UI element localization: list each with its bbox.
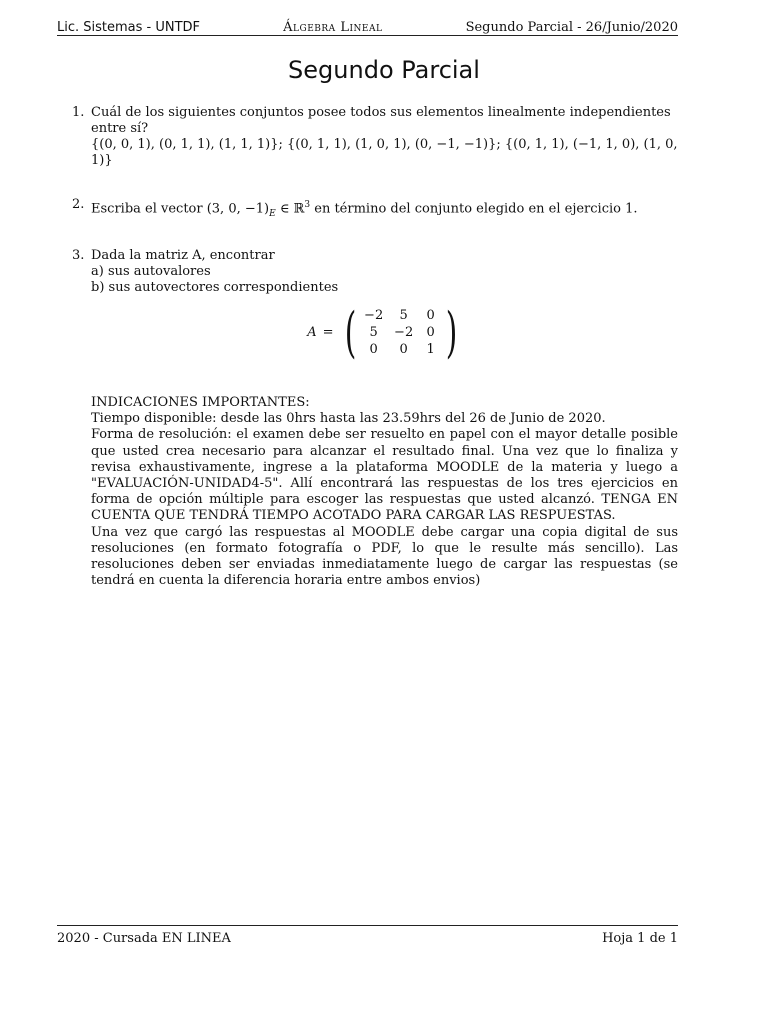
right-paren: ) <box>445 300 457 364</box>
basis-subscript: E <box>269 208 276 219</box>
footer-rule <box>57 925 678 926</box>
instructions-procedure: Forma de resolución: el examen debe ser resuelto en papel con el mayor detalle posible que usted crea necesario para alcanzar el resultado final. Una vez que lo finaliza y revisa exhaustivamente, ingrese a la plataforma MOODLE de la materia y luego a "EVALUACIÓN-UNIDAD4-5". Allí encontrará las respuestas de los tres ejercicios en forma de opción múltiple para escoger las respuestas que usted alcanzó. TENGA EN CUENTA QUE TENDRÁ TIEMPO ACOTADO PARA CARGAR LAS RESPUESTAS. <box>91 427 678 524</box>
matrix-equation <box>91 300 678 364</box>
question-text: Dada la matriz A, encontrar <box>91 247 275 263</box>
matrix-cell: 1 <box>426 342 435 358</box>
question-number: 1. <box>72 105 85 120</box>
question-text <box>91 197 678 222</box>
footer-course: 2020 - Cursada EN LINEA <box>57 931 231 946</box>
question-number: 2. <box>72 197 85 212</box>
matrix-cell: 0 <box>426 325 435 341</box>
instructions-heading: INDICACIONES IMPORTANTES: <box>91 394 310 410</box>
matrix-cell: 5 <box>399 308 408 324</box>
matrix <box>361 307 441 358</box>
question-part-b: b) sus autovectores correspondientes <box>91 279 339 295</box>
page-header <box>57 15 678 35</box>
header-rule <box>57 35 678 36</box>
footer-page-number: Hoja 1 de 1 <box>602 931 678 946</box>
question-text-suffix: en término del conjunto elegido en el ejercicio 1. <box>310 201 638 217</box>
question-text-prefix: Escriba el vector (3, 0, −1) <box>91 201 270 217</box>
exam-content <box>72 105 678 589</box>
question-sets: {(0, 0, 1), (0, 1, 1), (1, 1, 1)}; {(0, 1, 1), (1, 0, 1), (0, −1, −1)}; {(0, 1, 1), (−1, 1, 0), (1, 0, 1)} <box>91 137 678 168</box>
left-paren: ( <box>344 300 356 364</box>
page-footer <box>57 931 678 946</box>
dimension-superscript: 3 <box>304 200 311 210</box>
question-text: Cuál de los siguientes conjuntos posee todos sus elementos linealmente independientes entre sí? <box>91 105 671 136</box>
important-instructions <box>91 395 678 589</box>
instructions-submission: Una vez que cargó las respuestas al MOODLE debe cargar una copia digital de sus resoluciones (en formato fotografía o PDF, lo que le resulte más sencillo). Las resoluciones deben ser enviadas inmediatamente luego de cargar las respuestas (se tendrá en cuenta la diferencia horaria entre ambos envios) <box>91 524 678 589</box>
header-exam-date: Segundo Parcial - 26/Junio/2020 <box>465 20 678 35</box>
header-institution: Lic. Sistemas - UNTDF <box>57 20 201 35</box>
page-title: Segundo Parcial <box>288 56 480 84</box>
question-2 <box>72 197 678 222</box>
matrix-cell: −2 <box>394 325 414 341</box>
matrix-cell: 0 <box>399 342 408 358</box>
question-3 <box>72 247 678 364</box>
header-subject: Álgebra Lineal <box>283 20 383 35</box>
matrix-cell: −2 <box>364 308 384 324</box>
matrix-cell: 0 <box>426 308 435 324</box>
question-1 <box>72 105 678 169</box>
instructions-time: Tiempo disponible: desde las 0hrs hasta las 23.59hrs del 26 de Junio de 2020. <box>91 411 606 427</box>
question-text-middle: ∈ ℝ <box>275 201 305 217</box>
matrix-cell: 5 <box>369 325 378 341</box>
matrix-cell: 0 <box>369 342 378 358</box>
question-number: 3. <box>72 247 85 263</box>
question-part-a: a) sus autovalores <box>91 263 211 279</box>
matrix-label: A <box>307 324 317 340</box>
equals-sign: = <box>322 324 334 340</box>
